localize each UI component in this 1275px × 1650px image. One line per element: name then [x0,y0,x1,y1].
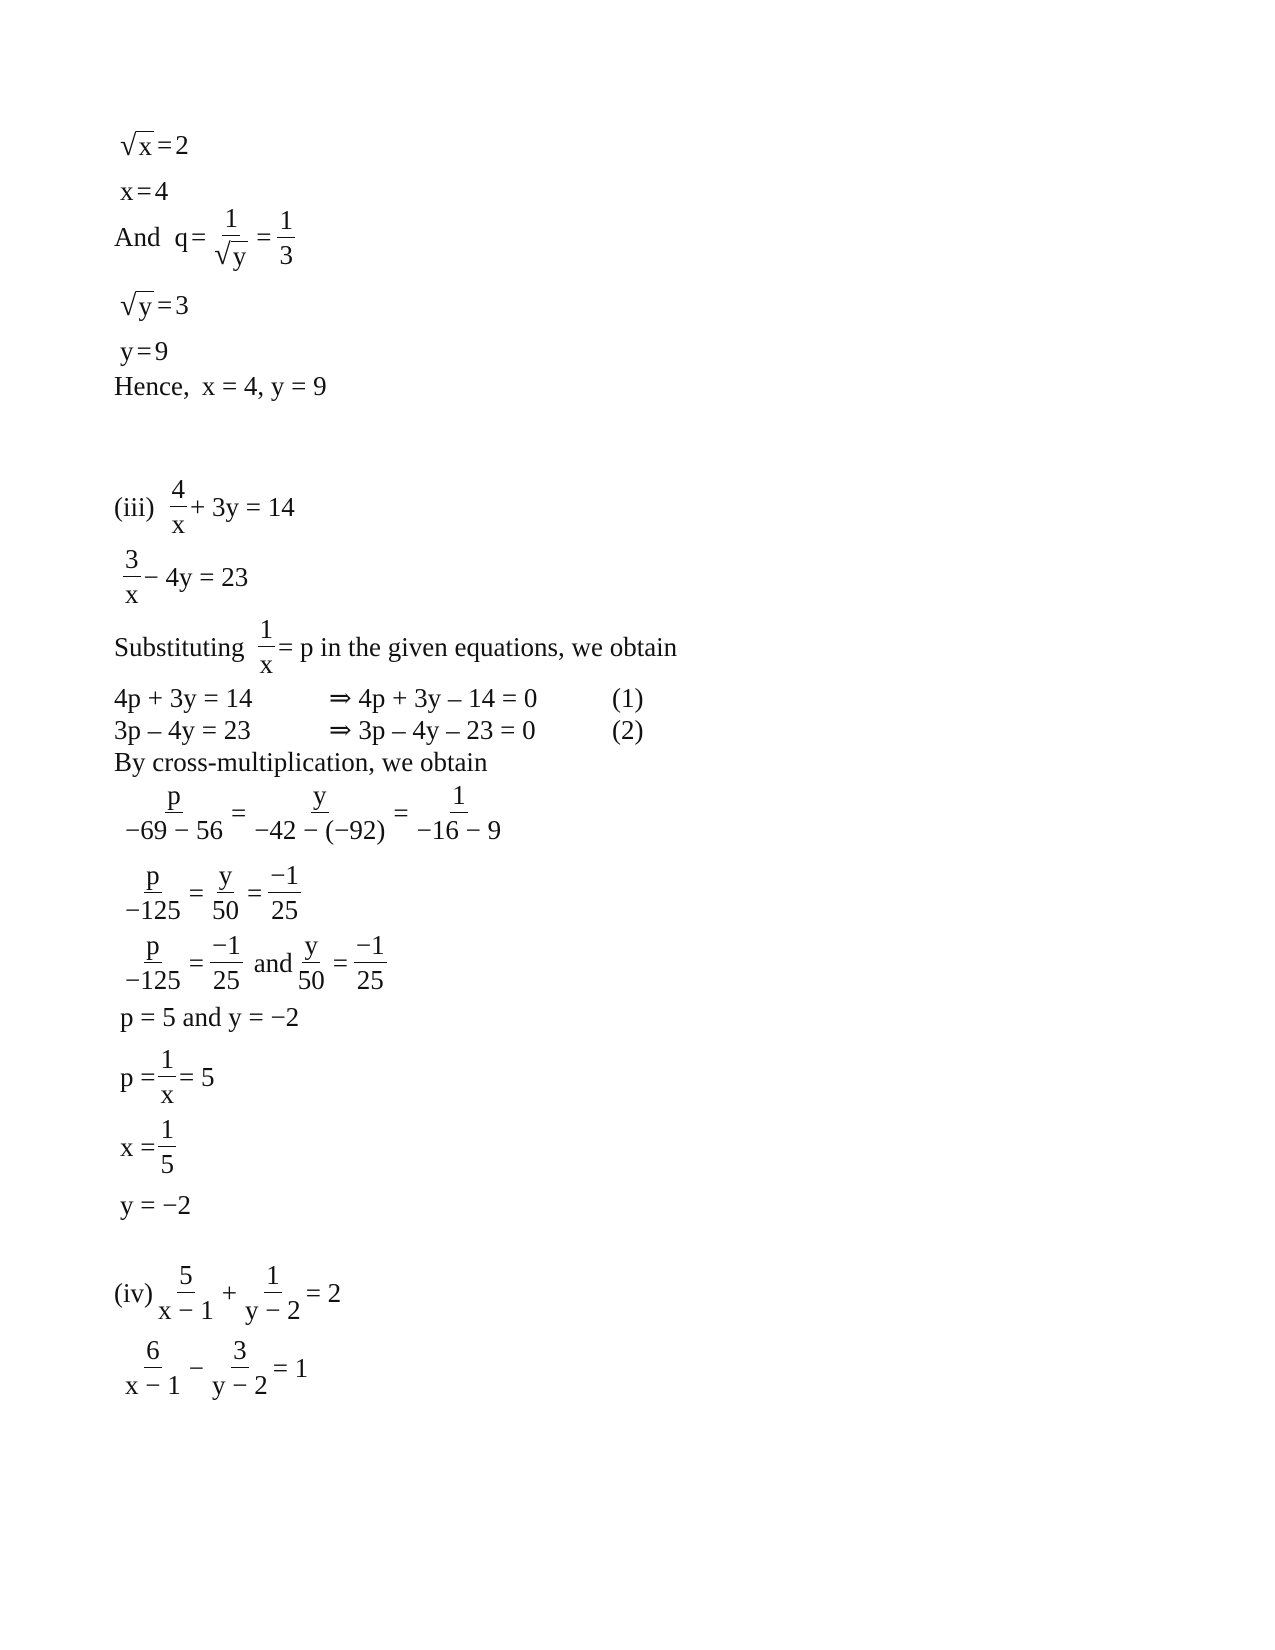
cross-mult-step-1: $\frac{p}{-69 - 56}$ = $\frac{y}{-42 - (-92)}$ = $\frac{1}{-16 - 9}$ [125,780,502,845]
result-x-equals-one-fifth: x = $\frac{1}{5}$ [120,1114,174,1179]
system-eq-1: 4p + 3y = 14 ⇒ 4p + 3y – 14 = 0 (1) [114,683,644,713]
part-iv-eq2: $\frac{6}{x - 1}$ − $\frac{3}{y - 2}$ = 1 [125,1335,309,1400]
cross-mult-step-3: $\frac{p}{-125}$ = $\frac{-1}{25}$ and $\frac{y}{50}$ = $\frac{-1}{25}$ [125,930,385,995]
line-sqrt-y: √ y = 3 [120,288,189,322]
fraction-one-third: $\frac{1}{3}$ [279,204,293,270]
part-iii-eq2: $\frac{3}{x}$ − 4y = 23 [125,544,249,609]
part-iv-eq1: (iv) $\frac{5}{x - 1}$ + $\frac{1}{y - 2}$ = 2 [114,1260,342,1325]
result-p-y: p = 5 and y = −2 [120,1002,300,1032]
cross-mult-step-2: $\frac{p}{-125}$ = $\frac{y}{50}$ = $\frac{-1}{25}$ [125,860,299,925]
cross-multiplication-text: By cross-multiplication, we obtain [114,747,488,777]
line-q-definition: And q = 1 √ y = $\frac{1}{3}$ [114,203,293,271]
equation-tag-2: (2) [612,715,644,745]
system-eq-2: 3p – 4y = 23 ⇒ 3p – 4y – 23 = 0 (2) [114,715,644,745]
part-label-iv: (iv) [114,1277,153,1308]
part-iii-eq1: (iii) $\frac{4}{x}$ + 3y = 14 [114,474,295,539]
equation-tag-1: (1) [612,683,644,713]
line-sqrt-x: √ x = 2 [120,128,189,162]
part-label-iii: (iii) [114,491,155,522]
result-y-equals-minus-2: y = −2 [120,1190,191,1220]
line-y-equals-9: y = 9 [120,336,169,366]
fraction-one-over-sqrt-y: 1 √ y [214,203,247,271]
result-p-equals-1-over-x: p = $\frac{1}{x}$ = 5 [120,1044,215,1109]
line-hence: Hence, x = 4, y = 9 [114,371,327,401]
substitution-line: Substituting $\frac{1}{x}$ = p in the given equations, we obtain [114,614,678,679]
sqrt-x: √ x [120,128,152,162]
line-x-equals-4: x = 4 [120,176,169,206]
